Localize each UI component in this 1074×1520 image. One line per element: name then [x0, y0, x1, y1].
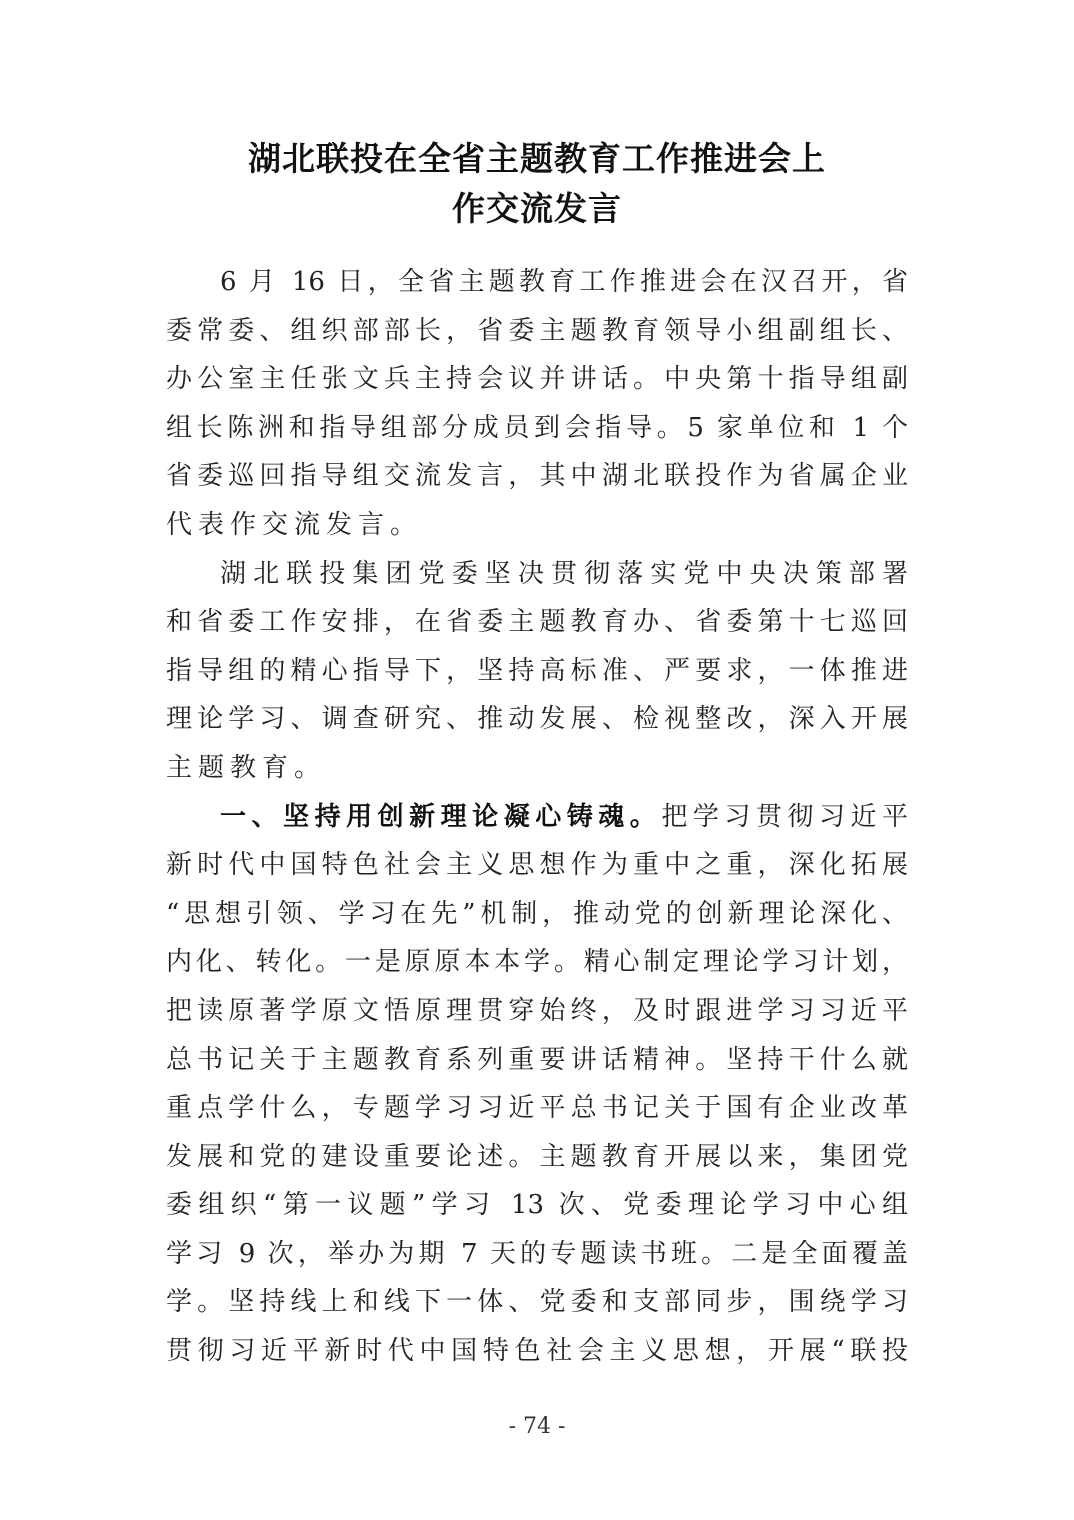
- paragraph-1: [166, 258, 908, 550]
- text-line: “思想引领、学习在先”机制，推动党的创新理论深化、: [166, 898, 908, 929]
- section-heading: 一、坚持用创新理论凝心铸魂。: [220, 801, 662, 832]
- text-line: 省委巡回指导组交流发言，其中湖北联投作为省属企业: [166, 461, 908, 492]
- text-line: 主题教育。: [166, 752, 327, 783]
- text-line: 委组织“第一议题”学习 13 次、党委理论学习中心组: [166, 1190, 908, 1221]
- text-line: 理论学习、调查研究、推动发展、检视整改，深入开展: [166, 704, 908, 735]
- body-text: [166, 258, 908, 1376]
- text-line: 内化、转化。一是原原本本学。精心制定理论学习计划，: [166, 947, 908, 978]
- text-line: 组长陈洲和指导组部分成员到会指导。5 家单位和 1 个: [166, 412, 908, 443]
- text-line: 委常委、组织部部长，省委主题教育领导小组副组长、: [166, 315, 908, 346]
- text-line: 代表作交流发言。: [166, 509, 423, 540]
- text-line: 新时代中国特色社会主义思想作为重中之重，深化拓展: [166, 850, 908, 881]
- text-line: 湖北联投集团党委坚决贯彻落实党中央决策部署: [220, 558, 908, 589]
- text-line: 学习 9 次，举办为期 7 天的专题读书班。二是全面覆盖: [166, 1238, 908, 1269]
- text-line: 把读原著学原文悟原理贯穿始终，及时跟进学习习近平: [166, 995, 908, 1026]
- text-line: 总书记关于主题教育系列重要讲话精神。坚持干什么就: [166, 1044, 908, 1075]
- text-line: 贯彻习近平新时代中国特色社会主义思想，开展“联投: [166, 1336, 908, 1367]
- text-line: 指导组的精心指导下，坚持高标准、严要求，一体推进: [166, 655, 908, 686]
- text-line: 和省委工作安排，在省委主题教育办、省委第十七巡回: [166, 607, 908, 638]
- paragraph-3: [166, 793, 908, 1376]
- title-line-2: 作交流发言: [452, 189, 622, 228]
- section-heading-continuation: 把学习贯彻习近平: [661, 801, 908, 832]
- text-line: 办公室主任张文兵主持会议并讲话。中央第十指导组副: [166, 364, 908, 395]
- text-line: 发展和党的建设重要论述。主题教育开展以来，集团党: [166, 1141, 908, 1172]
- page-number: - 74 -: [508, 1414, 566, 1439]
- paragraph-2: [166, 550, 908, 793]
- text-line: 重点学什么，专题学习习近平总书记关于国有企业改革: [166, 1093, 908, 1124]
- title-line-1: 湖北联投在全省主题教育工作推进会上: [248, 139, 826, 178]
- text-line: [166, 793, 908, 842]
- text-line: 6 月 16 日，全省主题教育工作推进会在汉召开，省: [220, 267, 908, 297]
- text-line: 学。坚持线上和线下一体、党委和支部同步，围绕学习: [166, 1287, 908, 1318]
